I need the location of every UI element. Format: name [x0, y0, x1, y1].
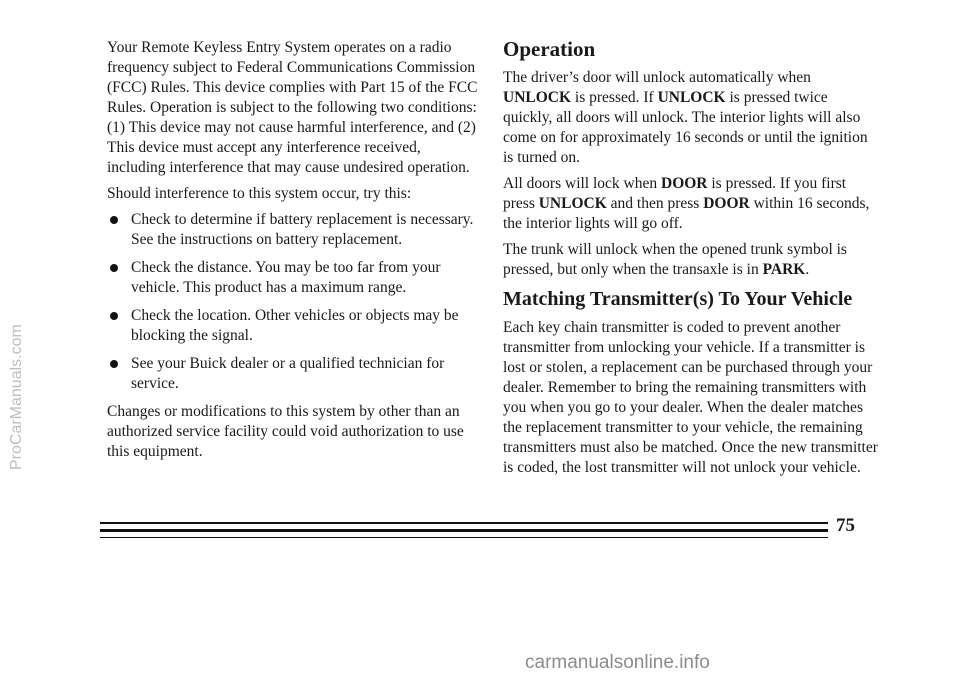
list-item-text: Check the location. Other vehicles or objects may be blocking the signal. — [131, 307, 459, 344]
text-run: . — [805, 261, 810, 278]
list-item-text: Check to determine if battery replacement is necessary. See the instructions on battery replacement. — [131, 211, 474, 248]
bullet-icon — [110, 216, 118, 224]
footer-rule — [100, 522, 828, 524]
operation-paragraph-door — [503, 174, 878, 234]
text-run: within 16 seconds, the interior lights will go off. — [503, 195, 870, 232]
list-item — [107, 210, 479, 250]
footer-rule — [100, 529, 828, 532]
bullet-icon — [110, 264, 118, 272]
unlock-term: UNLOCK — [657, 89, 726, 106]
text-run: The driver’s door will unlock automatically when — [503, 69, 811, 86]
text-run: All doors will lock when — [503, 175, 661, 192]
operation-paragraph-unlock — [503, 68, 878, 168]
list-item — [107, 258, 479, 298]
bottom-watermark[interactable]: carmanualsonline.info — [525, 652, 710, 673]
bullet-icon — [110, 360, 118, 368]
text-run: is pressed. If — [571, 89, 658, 106]
list-item — [107, 306, 479, 346]
bullet-icon — [110, 312, 118, 320]
side-watermark — [8, 150, 28, 470]
fcc-paragraph: Your Remote Keyless Entry System operates on a radio frequency subject to Federal Communications Commission (FCC) Rules. This device complies with Part 15 of the FCC Rules. Operation is subject to the following two conditions: (1) This device may not cause harmful interference, and (2) This device must accept any interference received, including interference that may cause undesired operation. — [107, 39, 478, 176]
text-run: The trunk will unlock when the opened trunk symbol is pressed, but only when the transaxle is in — [503, 241, 847, 278]
list-item-text: See your Buick dealer or a qualified technician for service. — [131, 355, 445, 392]
matching-paragraph: Each key chain transmitter is coded to prevent another transmitter from unlocking your vehicle. If a transmitter is lost or stolen, a replacement can be purchased through your dealer. Remember to bring the remaining transmitters with you when you go to your dealer. When the dealer matches the replacement transmitter to your vehicle, the remaining transmitters must also be matched. Once the new transmitter is coded, the lost transmitter will not unlock your vehicle. — [503, 319, 878, 476]
footer-rule — [100, 537, 828, 538]
park-term: PARK — [762, 261, 806, 278]
matching-heading: Matching Transmitter(s) To Your Vehicle — [503, 288, 853, 310]
text-run: and then press — [606, 195, 704, 212]
right-column — [503, 38, 878, 484]
unlock-term: UNLOCK — [503, 89, 572, 106]
door-term: DOOR — [703, 195, 750, 212]
list-item — [107, 354, 479, 394]
side-watermark-text: ProCarManuals.com — [8, 324, 25, 470]
door-term: DOOR — [661, 175, 708, 192]
modifications-paragraph: Changes or modifications to this system by other than an authorized service facility could void authorization to use this equipment. — [107, 403, 464, 460]
operation-paragraph-trunk — [503, 240, 878, 280]
text-run: is pressed. If you first press — [503, 175, 847, 212]
left-column — [107, 38, 479, 468]
page-number: 75 — [836, 515, 855, 536]
troubleshooting-list — [107, 210, 479, 394]
interference-intro: Should interference to this system occur, try this: — [107, 185, 412, 202]
list-item-text: Check the distance. You may be too far from your vehicle. This product has a maximum range. — [131, 259, 441, 296]
operation-heading: Operation — [503, 37, 596, 61]
unlock-term: UNLOCK — [538, 195, 607, 212]
text-run: is pressed twice quickly, all doors will unlock. The interior lights will also come on for approximately 16 seconds or until the ignition is turned on. — [503, 89, 868, 166]
